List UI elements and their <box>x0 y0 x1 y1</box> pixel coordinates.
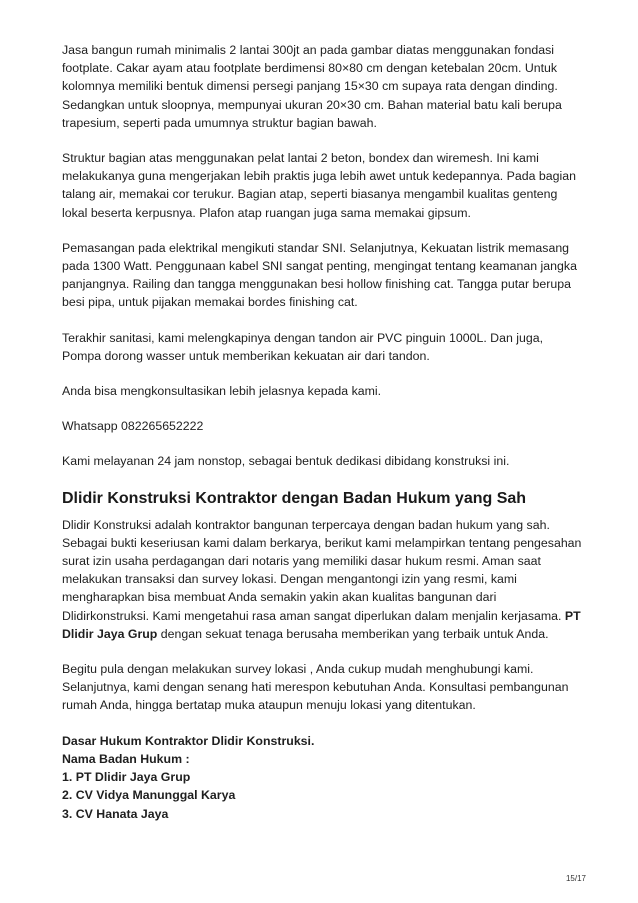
document-page <box>62 41 582 823</box>
legal-entity-item: 1. PT Dlidir Jaya Grup <box>62 770 191 785</box>
paragraph-sanitation: Terakhir sanitasi, kami melengkapinya dengan tandon air PVC pinguin 1000L. Dan juga, Pompa dorong wasser untuk memberikan kekuatan air dari tandon. <box>62 330 544 363</box>
legal-basis-block <box>62 732 582 823</box>
paragraph-foundation: Jasa bangun rumah minimalis 2 lantai 300jt an pada gambar diatas menggunakan fondasi footplate. Cakar ayam atau footplate berdimensi 80×80 cm dengan ketebalan 20cm. Untuk kolomnya memiliki bentuk dimensi persegi panjang 15×30 cm supaya rata dengan dinding. Sedangkan untuk sloopnya, mempunyai ukuran 20×30 cm. Bahan material batu kali berupa trapesium, seperti pada umumnya struktur bagian bawah. <box>62 43 562 130</box>
paragraph-survey: Begitu pula dengan melakukan survey lokasi , Anda cukup mudah menghubungi kami. Selanjutnya, kami dengan senang hati merespon kebutuhan Anda. Konsultasi pembangunan rumah Anda, hingga bertatap muka ataupun menuju lokasi yang ditentukan. <box>62 662 569 713</box>
legal-entity-subtitle: Nama Badan Hukum : <box>62 751 190 766</box>
paragraph-consult: Anda bisa mengkonsultasikan lebih jelasnya kepada kami. <box>62 384 382 399</box>
paragraph-legal-entity <box>62 516 582 643</box>
paragraph-service-hours: Kami melayanan 24 jam nonstop, sebagai bentuk dedikasi dibidang konstruksi ini. <box>62 454 510 469</box>
company-name-bold: PT Dlidir Jaya Grup <box>62 608 581 641</box>
legal-entity-text-before: Dlidir Konstruksi adalah kontraktor bangunan terpercaya dengan badan hukum yang sah. Sebagai bukti keseriusan kami dalam berkarya, berikut kami melampirkan tentang pengesahan surat izin usaha perdagangan dari notaris yang memiliki dasar hukum resmi. Aman saat melakukan transaksi dan survey lokasi. Dengan mengantongi izin yang resmi, kami mengharapkan bisa membuat Anda semakin yakin akan kualitas bangunan dari Dlidirkonstruksi. Kami mengetahui rasa aman sangat diperlukan dalam menjalin kerjasama. <box>62 517 582 623</box>
paragraph-whatsapp: Whatsapp 082265652222 <box>62 419 204 434</box>
section-heading: Dlidir Konstruksi Kontraktor dengan Badan Hukum yang Sah <box>62 489 527 507</box>
page-number: 15/17 <box>565 874 586 883</box>
legal-entity-item: 2. CV Vidya Manunggal Karya <box>62 788 236 803</box>
legal-entity-item: 3. CV Hanata Jaya <box>62 806 169 821</box>
legal-basis-title: Dasar Hukum Kontraktor Dlidir Konstruksi. <box>62 733 315 748</box>
paragraph-upper-structure: Struktur bagian atas menggunakan pelat lantai 2 beton, bondex dan wiremesh. Ini kami melakukanya guna mengerjakan lebih praktis juga lebih awet untuk kedepannya. Pada bagian talang air, memakai cor terukur. Bagian atap, seperti biasanya mengambil kualitas genteng lokal beserta kerpusnya. Plafon atap ruangan juga sama memakai gipsum. <box>62 151 576 220</box>
legal-entity-text-after: dengan sekuat tenaga berusaha memberikan yang terbaik untuk Anda. <box>157 626 549 641</box>
paragraph-electrical: Pemasangan pada elektrikal mengikuti standar SNI. Selanjutnya, Kekuatan listrik memasang pada 1300 Watt. Penggunaan kabel SNI sangat penting, mengingat tentang keamanan jangka panjangnya. Railing dan tangga menggunakan besi hollow finishing cat. Tangga putar berupa besi pipa, untuk pijakan memakai bordes finishing cat. <box>62 240 577 310</box>
